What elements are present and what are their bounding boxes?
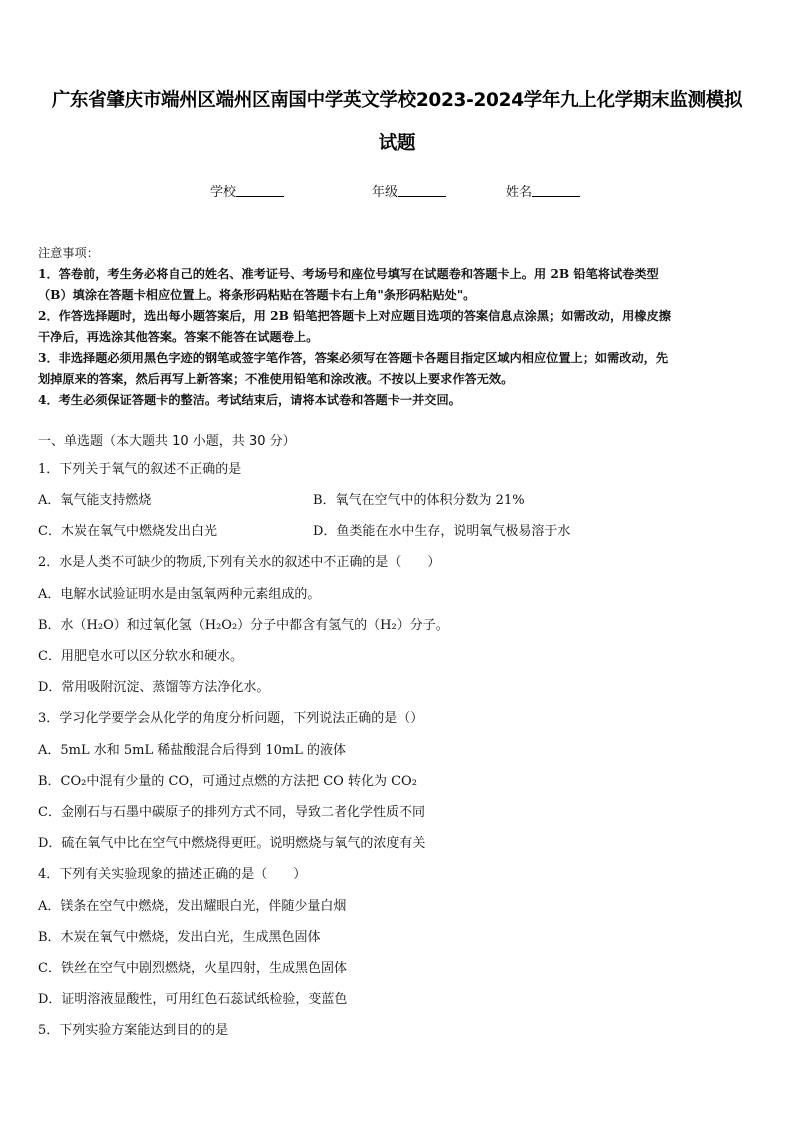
name-blank	[532, 184, 580, 197]
question-5-stem: 5．下列实验方案能达到目的的是	[38, 1023, 229, 1038]
question-2-option-c: C．用肥皂水可以区分软水和硬水。	[38, 649, 243, 664]
exam-title-line1: 广东省肇庆市端州区端州区南国中学英文学校2023-2024学年九上化学期末监测模拟	[51, 90, 743, 111]
notice-line: 1．答卷前，考生务必将自己的姓名、准考证号、考场号和座位号填写在试题卷和答题卡上。用 2B 铅笔将试卷类型	[38, 267, 659, 281]
school-label: 学校	[210, 185, 237, 200]
question-4-option-b: B．木炭在氧气中燃烧，发出白光，生成黑色固体	[38, 930, 321, 945]
question-4-option-a: A．镁条在空气中燃烧，发出耀眼白光，伴随少量白烟	[38, 899, 347, 914]
grade-label: 年级	[372, 185, 399, 200]
school-field	[210, 181, 284, 200]
notice-line: 划掉原来的答案，然后再写上新答案；不准使用铅笔和涂改液。不按以上要求作答无效。	[38, 372, 514, 386]
section-heading: 一、单选题（本大题共 10 小题，共 30 分）	[38, 434, 296, 449]
name-label: 姓名	[506, 185, 533, 200]
question-1-option-a: A．氧气能支持燃烧	[38, 493, 152, 508]
notice-heading: 注意事项：	[38, 246, 99, 260]
notice-line: 2．作答选择题时，选出每小题答案后，用 2B 铅笔把答题卡上对应题目选项的答案信息点涂黑；如需改动，用橡皮擦	[38, 309, 671, 323]
question-3-option-b: B．CO₂中混有少量的 CO，可通过点燃的方法把 CO 转化为 CO₂	[38, 774, 417, 789]
notice-line: 4．考生必须保证答题卡的整洁。考试结束后，请将本试卷和答题卡一并交回。	[38, 393, 461, 407]
question-4-option-c: C．铁丝在空气中剧烈燃烧，火星四射，生成黑色固体	[38, 961, 347, 976]
question-2-stem: 2．水是人类不可缺少的物质,下列有关水的叙述中不正确的是（ ）	[38, 555, 441, 570]
name-field	[506, 181, 580, 200]
question-2-option-d: D．常用吸附沉淀、蒸馏等方法净化水。	[38, 680, 270, 695]
question-1-stem: 1．下列关于氧气的叙述不正确的是	[38, 462, 242, 477]
question-1-option-c: C．木炭在氧气中燃烧发出白光	[38, 524, 217, 539]
question-4-stem: 4．下列有关实验现象的描述正确的是（ ）	[38, 867, 307, 882]
question-3-stem: 3．学习化学要学会从化学的角度分析问题，下列说法正确的是（）	[38, 711, 424, 726]
question-1-option-d: D．鱼类能在水中生存，说明氧气极易溶于水	[313, 524, 571, 539]
notice-block	[38, 243, 760, 411]
question-3-option-a: A．5mL 水和 5mL 稀盐酸混合后得到 10mL 的液体	[38, 743, 347, 758]
grade-blank	[398, 184, 446, 197]
question-2-option-a: A．电解水试验证明水是由氢氧两种元素组成的。	[38, 587, 321, 602]
notice-line: 3．非选择题必须用黑色字迹的钢笔或签字笔作答，答案必须写在答题卡各题目指定区域内相应位置上；如需改动，先	[38, 351, 669, 365]
notice-line: 干净后，再选涂其他答案。答案不能答在试题卷上。	[38, 330, 319, 344]
question-2-option-b: B．水（H₂O）和过氧化氢（H₂O₂）分子中都含有氢气的（H₂）分子。	[38, 618, 449, 633]
question-1-option-b: B．氧气在空气中的体积分数为 21%	[313, 493, 525, 508]
question-3-option-c: C．金刚石与石墨中碳原子的排列方式不同，导致二者化学性质不同	[38, 805, 425, 820]
exam-title-line2: 试题	[378, 133, 416, 154]
question-3-option-d: D．硫在氧气中比在空气中燃烧得更旺。说明燃烧与氧气的浓度有关	[38, 836, 426, 851]
notice-line: （B）填涂在答题卡相应位置上。将条形码粘贴在答题卡右上角"条形码粘贴处"。	[38, 288, 476, 302]
question-4-option-d: D．证明溶液显酸性，可用红色石蕊试纸检验，变蓝色	[38, 992, 348, 1007]
grade-field	[372, 181, 446, 200]
school-blank	[236, 184, 284, 197]
